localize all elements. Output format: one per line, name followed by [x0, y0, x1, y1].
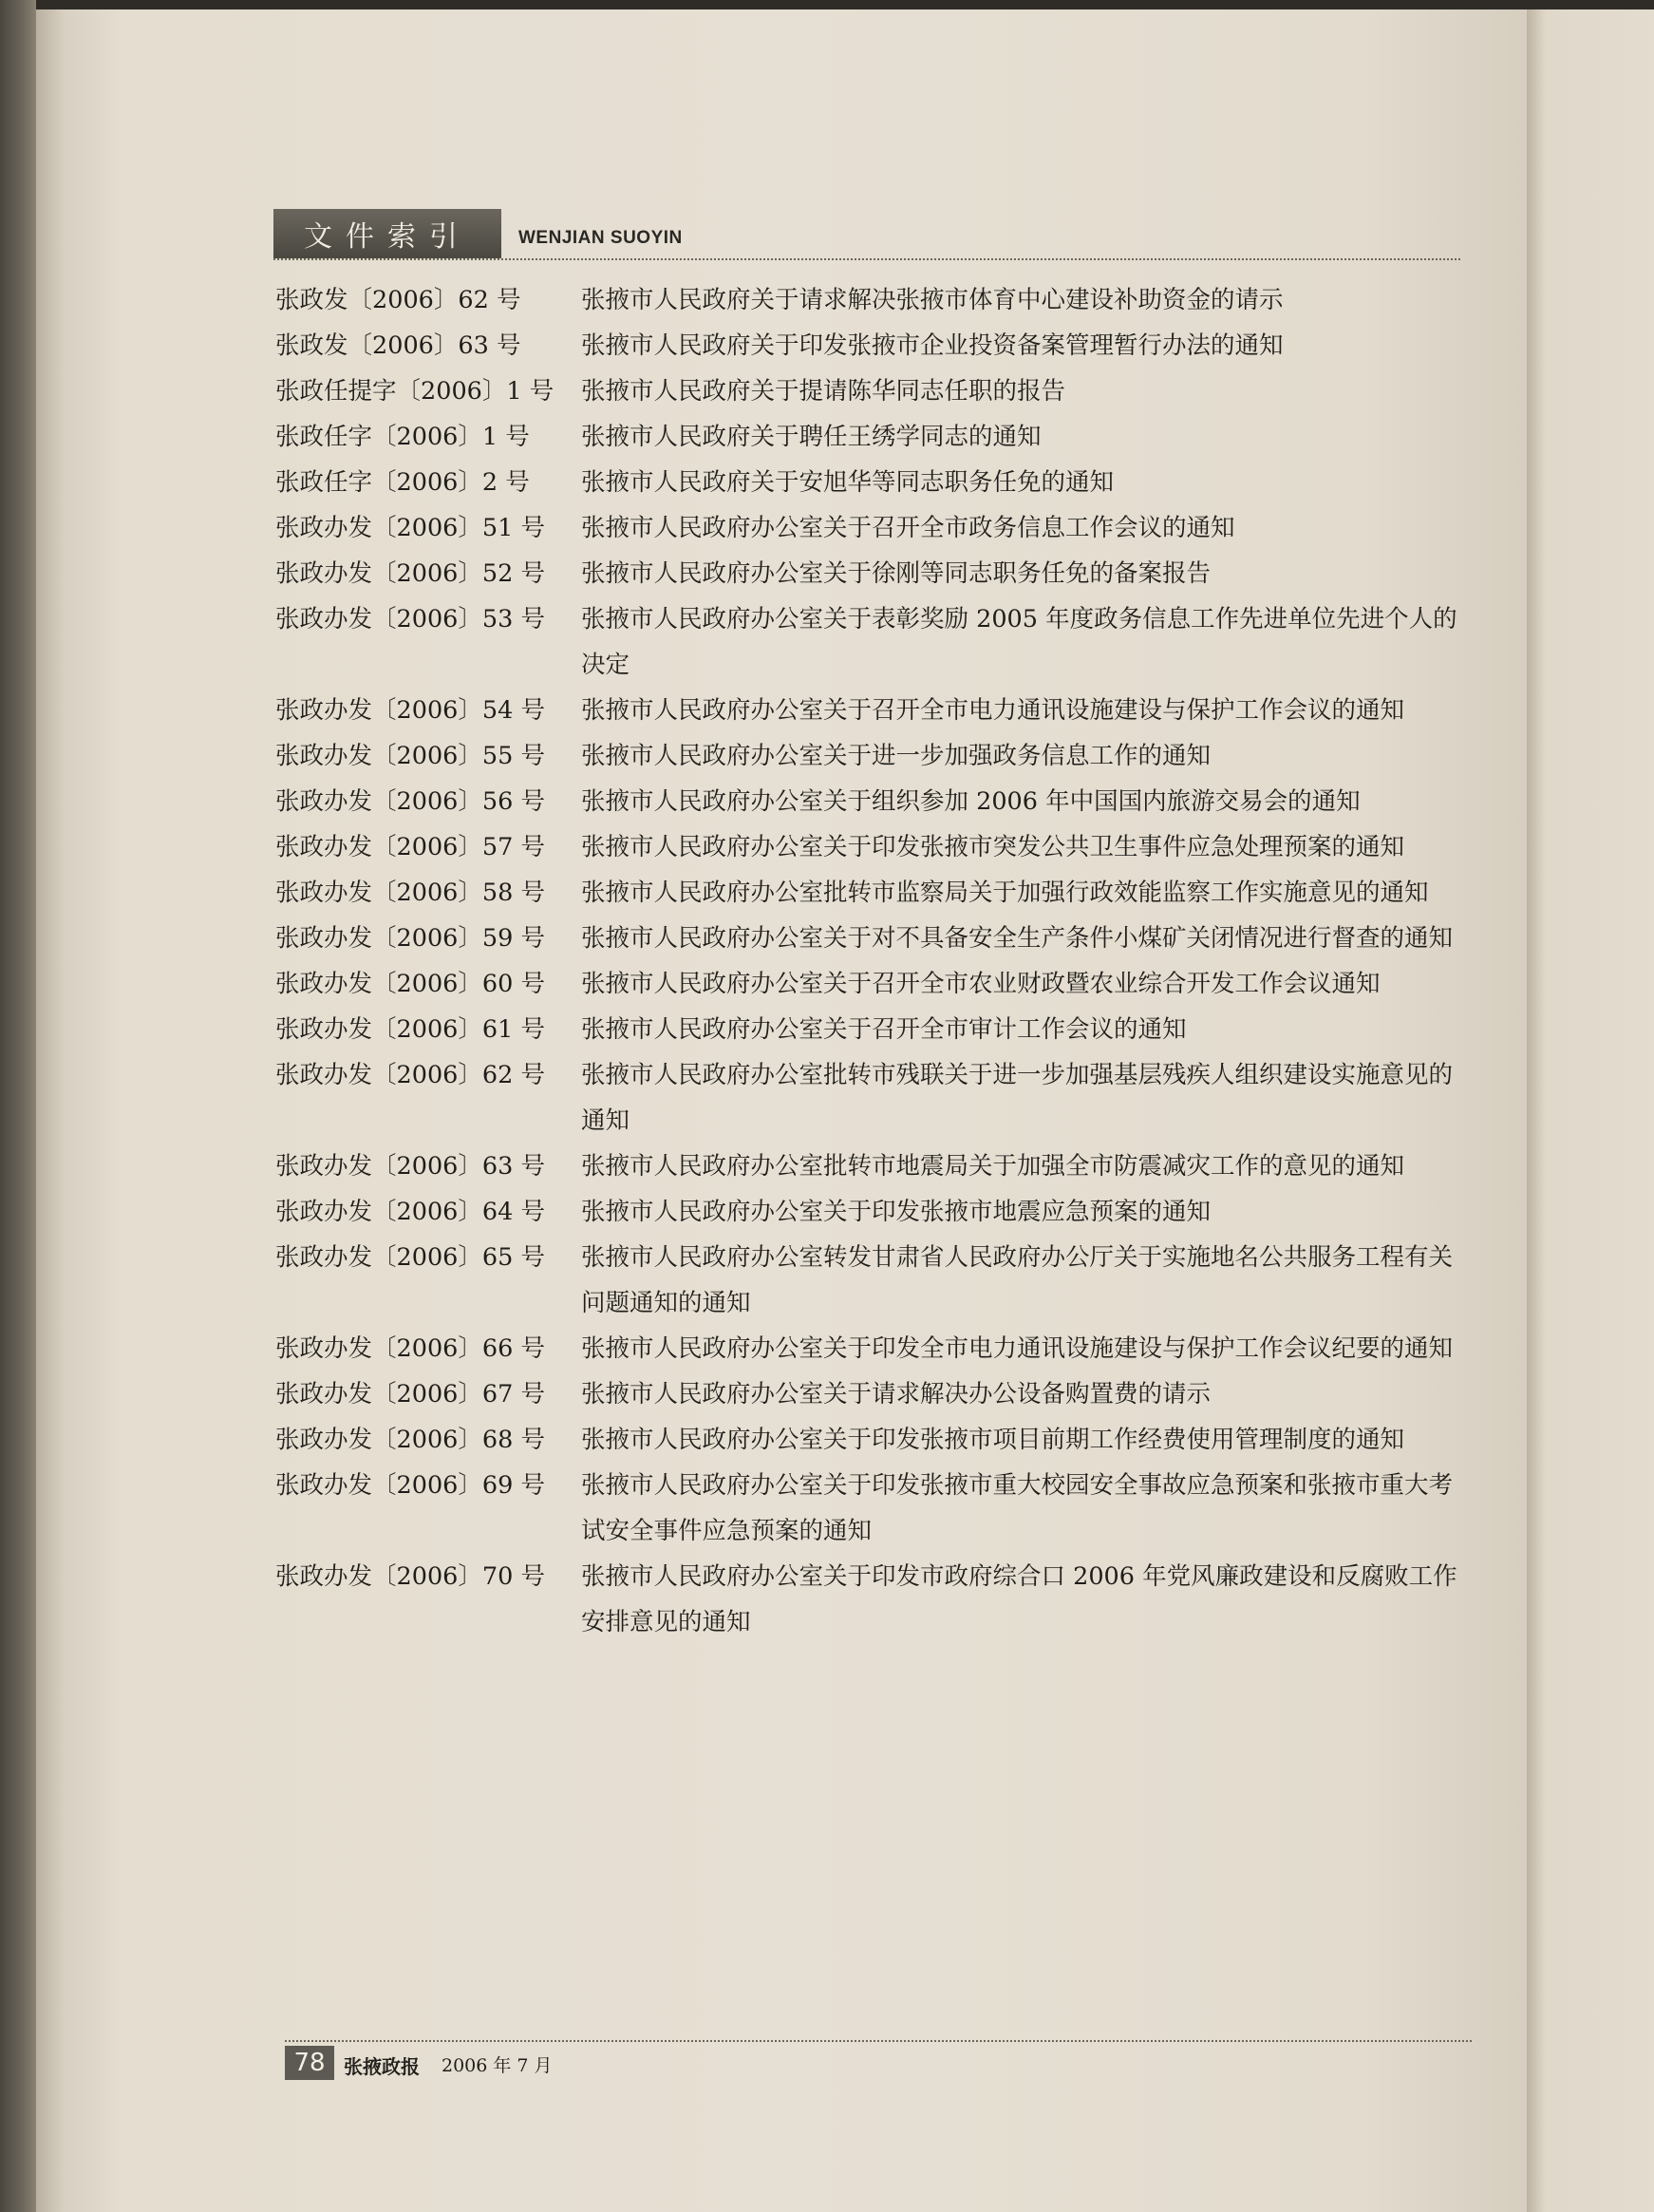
document-number: 张政办发〔2006〕52 号: [275, 559, 545, 588]
document-title: 张掖市人民政府办公室关于召开全市政务信息工作会议的通知: [581, 514, 1235, 542]
document-number: 张政办发〔2006〕60 号: [275, 970, 545, 998]
document-number: 张政办发〔2006〕62 号: [275, 1061, 545, 1089]
index-entry: [275, 779, 1467, 824]
document-title: 张掖市人民政府办公室关于印发张掖市地震应急预案的通知: [581, 1198, 1212, 1226]
document-title: 张掖市人民政府办公室批转市监察局关于加强行政效能监察工作实施意见的通知: [581, 879, 1429, 907]
facing-page-edge: [1527, 9, 1654, 2212]
index-entry: [275, 1554, 1467, 1645]
index-entry: [275, 277, 1467, 323]
document-number: 张政办发〔2006〕69 号: [275, 1471, 545, 1500]
document-title: 张掖市人民政府办公室批转市地震局关于加强全市防震减灾工作的意见的通知: [581, 1152, 1405, 1181]
document-number: 张政办发〔2006〕64 号: [275, 1198, 545, 1226]
book-spine: [0, 0, 36, 2212]
index-entry: [275, 961, 1467, 1007]
document-title: 张掖市人民政府办公室关于请求解决办公设备购置费的请示: [581, 1380, 1212, 1408]
index-entry: [275, 916, 1467, 961]
index-entry: [275, 596, 1467, 688]
document-title: 张掖市人民政府关于安旭华等同志职务任免的通知: [581, 468, 1115, 497]
document-number: 张政办发〔2006〕59 号: [275, 924, 545, 953]
document-number: 张政办发〔2006〕56 号: [275, 787, 545, 816]
index-entry: [275, 505, 1467, 551]
document-title: 张掖市人民政府关于印发张掖市企业投资备案管理暂行办法的通知: [581, 331, 1284, 360]
index-entry: [275, 1052, 1467, 1144]
index-entry: [275, 688, 1467, 733]
index-entry: [275, 1326, 1467, 1371]
index-entry: [275, 369, 1467, 414]
issue-date: 2006 年 7 月: [442, 2055, 553, 2076]
document-title: 张掖市人民政府办公室批转市残联关于进一步加强基层残疾人组织建设实施意见的通知: [581, 1061, 1454, 1135]
document-number: 张政办发〔2006〕51 号: [275, 514, 545, 542]
document-number: 张政办发〔2006〕68 号: [275, 1426, 545, 1454]
page-number: 78: [285, 2046, 334, 2080]
section-subtitle: WENJIAN SUOYIN: [518, 228, 683, 248]
document-number: 张政办发〔2006〕70 号: [275, 1562, 545, 1591]
document-number: 张政办发〔2006〕57 号: [275, 833, 545, 861]
section-tab: 文件索引: [273, 209, 501, 258]
index-entry: [275, 1144, 1467, 1189]
page-footer: [285, 2040, 1472, 2078]
document-title: 张掖市人民政府办公室关于印发张掖市项目前期工作经费使用管理制度的通知: [581, 1426, 1405, 1454]
index-entry: [275, 323, 1467, 369]
document-title: 张掖市人民政府办公室转发甘肃省人民政府办公厅关于实施地名公共服务工程有关问题通知的通知: [581, 1243, 1454, 1317]
document-number: 张政任字〔2006〕2 号: [275, 468, 530, 497]
document-number: 张政办发〔2006〕54 号: [275, 696, 545, 725]
index-entry: [275, 733, 1467, 779]
index-entry: [275, 460, 1467, 505]
index-entry: [275, 551, 1467, 596]
document-title: 张掖市人民政府办公室关于徐刚等同志职务任免的备案报告: [581, 559, 1212, 588]
index-entry: [275, 1189, 1467, 1235]
document-number: 张政办发〔2006〕67 号: [275, 1380, 545, 1408]
document-number: 张政发〔2006〕62 号: [275, 286, 521, 314]
document-number: 张政办发〔2006〕53 号: [275, 605, 545, 633]
document-number: 张政任提字〔2006〕1 号: [275, 377, 554, 406]
index-entry: [275, 1007, 1467, 1052]
document-title: 张掖市人民政府办公室关于印发张掖市突发公共卫生事件应急处理预案的通知: [581, 833, 1405, 861]
index-entry: [275, 824, 1467, 870]
index-entry: [275, 1417, 1467, 1463]
document-title: 张掖市人民政府办公室关于印发张掖市重大校园安全事故应急预案和张掖市重大考试安全事件应急预案的通知: [581, 1471, 1454, 1545]
document-title: 张掖市人民政府办公室关于召开全市农业财政暨农业综合开发工作会议通知: [581, 970, 1381, 998]
document-title: 张掖市人民政府关于聘任王绣学同志的通知: [581, 423, 1042, 451]
document-title: 张掖市人民政府办公室关于表彰奖励 2005 年度政务信息工作先进单位先进个人的决定: [581, 605, 1457, 679]
document-title: 张掖市人民政府办公室关于对不具备安全生产条件小煤矿关闭情况进行督查的通知: [581, 924, 1454, 953]
document-number: 张政发〔2006〕63 号: [275, 331, 521, 360]
document-index-list: [275, 277, 1467, 1645]
index-entry: [275, 870, 1467, 916]
index-entry: [275, 1371, 1467, 1417]
document-number: 张政办发〔2006〕55 号: [275, 742, 545, 770]
document-number: 张政任字〔2006〕1 号: [275, 423, 530, 451]
header-divider: [273, 258, 1460, 260]
document-number: 张政办发〔2006〕63 号: [275, 1152, 545, 1181]
journal-name: 张掖政报: [344, 2055, 420, 2078]
document-title: 张掖市人民政府关于提请陈华同志任职的报告: [581, 377, 1066, 406]
document-title: 张掖市人民政府办公室关于印发全市电力通讯设施建设与保护工作会议纪要的通知: [581, 1334, 1454, 1363]
document-title: 张掖市人民政府办公室关于召开全市审计工作会议的通知: [581, 1015, 1187, 1044]
document-number: 张政办发〔2006〕66 号: [275, 1334, 545, 1363]
index-entry: [275, 1463, 1467, 1554]
document-title: 张掖市人民政府办公室关于进一步加强政务信息工作的通知: [581, 742, 1212, 770]
section-header: [273, 209, 1460, 258]
document-title: 张掖市人民政府关于请求解决张掖市体育中心建设补助资金的请示: [581, 286, 1284, 314]
document-number: 张政办发〔2006〕65 号: [275, 1243, 545, 1272]
document-title: 张掖市人民政府办公室关于召开全市电力通讯设施建设与保护工作会议的通知: [581, 696, 1405, 725]
document-number: 张政办发〔2006〕61 号: [275, 1015, 545, 1044]
document-title: 张掖市人民政府办公室关于印发市政府综合口 2006 年党风廉政建设和反腐败工作安排意见的通知: [581, 1562, 1457, 1636]
index-entry: [275, 1235, 1467, 1326]
document-title: 张掖市人民政府办公室关于组织参加 2006 年中国国内旅游交易会的通知: [581, 787, 1361, 816]
document-number: 张政办发〔2006〕58 号: [275, 879, 545, 907]
footer-divider: [285, 2040, 1472, 2042]
index-entry: [275, 414, 1467, 460]
